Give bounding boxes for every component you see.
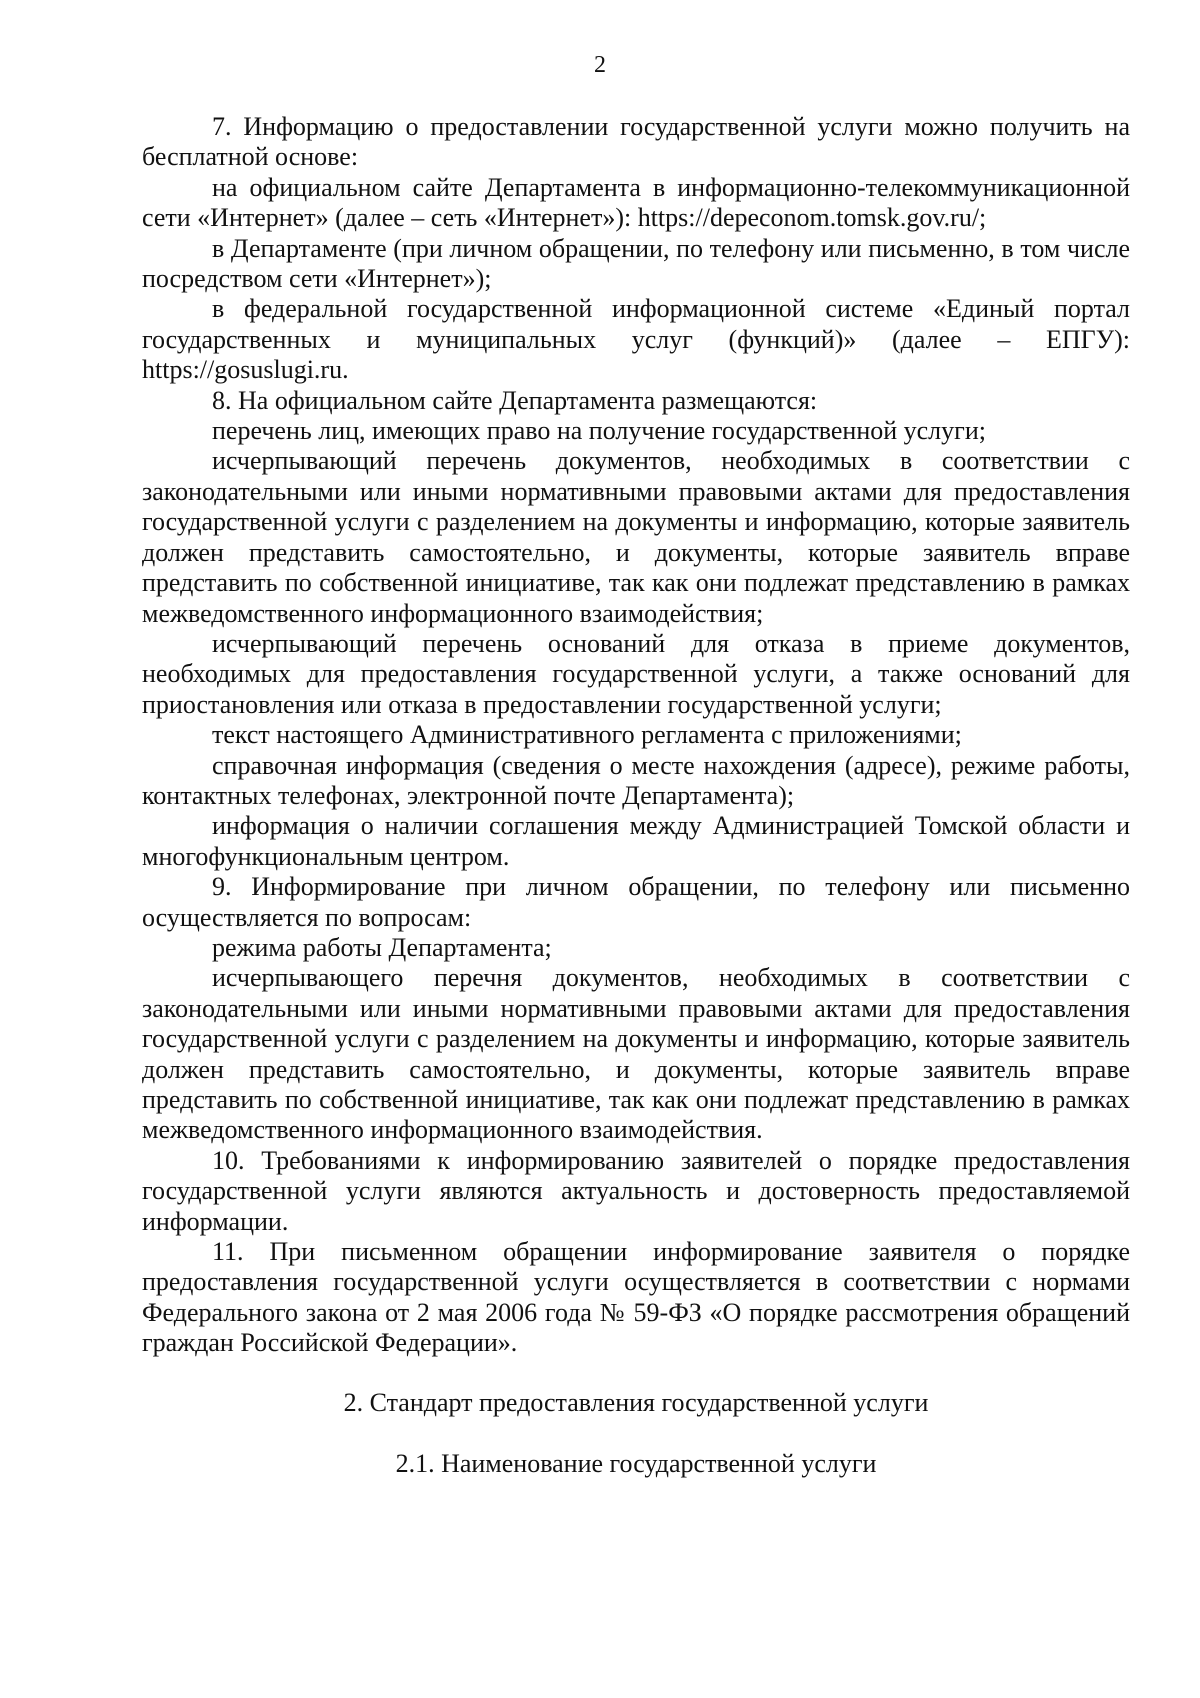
paragraph-persons-list: перечень лиц, имеющих право на получение государственной услуги; xyxy=(212,416,986,446)
paragraph-documents-list-2: исчерпывающего перечня документов, необходимых в соответствии с законодательными или иными нормативными правовыми актами для предоставления государственной услуги с разделением на документы и информацию, которые заявитель должен представить самостоятельно, и документы, которые заявитель вправе представить по собственной инициативе, так как они подлежат представлению в рамках межведомственного информационного взаимодействия. xyxy=(142,963,1130,1145)
paragraph-epgu: в федеральной государственной информационной системе «Единый портал государственных и муниципальных услуг (функций)» (далее – ЕПГУ): https://gosuslugi.ru. xyxy=(142,294,1130,385)
paragraph-website: на официальном сайте Департамента в информационно-телекоммуникационной сети «Интернет» (далее – сеть «Интернет»): https://depeconom.tomsk.gov.ru/; xyxy=(142,172,1130,233)
section-heading: 2. Стандарт предоставления государственной услуги xyxy=(343,1388,929,1417)
page-number: 2 xyxy=(594,52,606,78)
paragraph-documents-list: исчерпывающий перечень документов, необходимых в соответствии с законодательными или иными нормативными правовыми актами для предоставления государственной услуги с разделением на документы и информацию, которые заявитель должен представить самостоятельно, и документы, которые заявитель вправе представить по собственной инициативе, так как они подлежат представлению в рамках межведомственного информационного взаимодействия; xyxy=(142,446,1130,628)
body-text xyxy=(142,112,1130,1359)
paragraph-7-intro: 7. Информацию о предоставлении государственной услуги можно получить на бесплатной основе: xyxy=(142,112,1130,172)
paragraph-10: 10. Требованиями к информированию заявителей о порядке предоставления государственной услуги являются актуальность и достоверность предоставляемой информации. xyxy=(142,1145,1130,1236)
paragraph-work-schedule: режима работы Департамента; xyxy=(212,932,552,962)
paragraph-8-intro: 8. На официальном сайте Департамента размещаются: xyxy=(212,385,818,415)
paragraph-department: в Департаменте (при личном обращении, по телефону или письменно, в том числе посредством сети «Интернет»); xyxy=(142,233,1130,294)
paragraph-11: 11. При письменном обращении информирование заявителя о порядке предоставления государственной услуги осуществляется в соответствии с нормами Федерального закона от 2 мая 2006 года № 59-ФЗ «О порядке рассмотрения обращений граждан Российской Федерации». xyxy=(142,1237,1130,1358)
paragraph-regulation-text: текст настоящего Административного регламента с приложениями; xyxy=(212,720,962,750)
paragraph-reference-info: справочная информация (сведения о месте нахождения (адресе), режиме работы, контактных телефонах, электронной почте Департамента); xyxy=(142,750,1130,810)
paragraph-9-intro: 9. Информирование при личном обращении, по телефону или письменно осуществляется по вопросам: xyxy=(142,872,1130,932)
paragraph-agreement-info: информация о наличии соглашения между Администрацией Томской области и многофункциональным центром. xyxy=(142,811,1130,871)
subsection-heading: 2.1. Наименование государственной услуги xyxy=(395,1449,877,1478)
paragraph-refusal-grounds: исчерпывающий перечень оснований для отказа в приеме документов, необходимых для предоставления государственной услуги, а также оснований для приостановления или отказа в предоставлении государственной услуги; xyxy=(142,628,1130,719)
